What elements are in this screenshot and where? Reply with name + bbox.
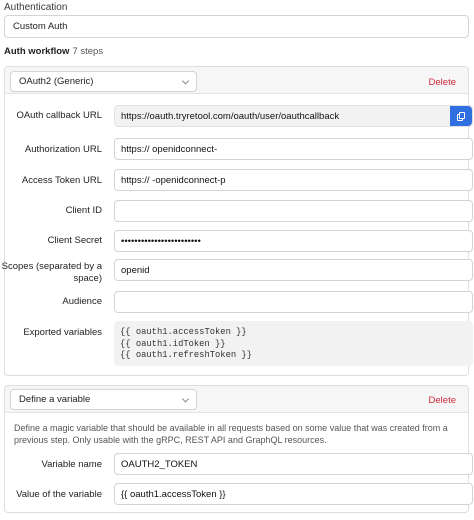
variable-step-description: Define a magic variable that should be available in all requests based on some value that was created from a previous step. Only usable with the gRPC, REST API and GraphQL resources. (14, 423, 448, 445)
oauth-step-card (1, 66, 469, 376)
chevron-down-icon (182, 77, 189, 84)
exported-variable: {{ oauth1.idToken }} (120, 338, 226, 349)
client-id-label: Client ID (65, 205, 102, 216)
variable-step-card (4, 385, 469, 513)
callback-url-label: OAuth callback URL (16, 110, 102, 121)
authorization-url-label: Authorization URL (24, 144, 102, 155)
variable-name-input[interactable] (114, 453, 473, 475)
access-token-url-label: Access Token URL (21, 175, 102, 186)
callback-url-field[interactable] (114, 105, 473, 127)
audience-label: Audience (62, 296, 102, 307)
workflow-title: Auth workflow (4, 46, 70, 57)
variable-name-value: OAUTH2_TOKEN (121, 458, 198, 470)
authentication-select[interactable] (4, 15, 469, 38)
authorization-url-value: https:// openidconnect- (121, 143, 218, 155)
audience-input[interactable] (114, 291, 473, 313)
access-token-url-input[interactable] (114, 169, 473, 191)
exported-variable: {{ oauth1.accessToken }} (120, 327, 247, 337)
client-id-input[interactable] (114, 200, 473, 222)
variable-step-delete-button[interactable]: Delete (428, 395, 456, 406)
oauth-step-type-value: OAuth2 (Generic) (19, 76, 94, 87)
client-secret-label: Client Secret (47, 235, 102, 246)
authentication-select-value: Custom Auth (13, 21, 68, 32)
scopes-value: openid (121, 264, 150, 276)
copy-callback-button[interactable] (450, 106, 472, 126)
variable-step-type-value: Define a variable (19, 394, 91, 405)
workflow-step-count: 7 steps (72, 46, 104, 57)
client-secret-value: •••••••••••••••••••••••• (121, 235, 201, 247)
variable-value-input[interactable] (114, 483, 473, 505)
workflow-heading (4, 46, 103, 57)
scopes-input[interactable] (114, 259, 473, 281)
access-token-url-value: https:// -openidconnect-p (121, 174, 226, 186)
authentication-label: Authentication (4, 2, 68, 13)
authorization-url-input[interactable] (114, 138, 473, 160)
exported-variable: {{ oauth1.refreshToken }} (120, 350, 252, 360)
client-secret-input[interactable] (114, 230, 473, 252)
oauth-step-delete-button[interactable]: Delete (428, 77, 456, 88)
variable-name-label: Variable name (41, 459, 102, 470)
scopes-label: Scopes (separated by a space) (1, 261, 102, 284)
exported-variables-box (114, 321, 473, 366)
variable-value-value: {{ oauth1.accessToken }} (121, 488, 226, 500)
exported-variables-label: Exported variables (23, 327, 102, 338)
chevron-down-icon (182, 395, 189, 402)
oauth-step-type-select[interactable] (10, 71, 197, 92)
variable-value-label: Value of the variable (16, 489, 102, 500)
variable-step-type-select[interactable] (10, 389, 197, 410)
callback-url-value: https://oauth.tryretool.com/oauth/user/oauthcallback (121, 110, 340, 122)
